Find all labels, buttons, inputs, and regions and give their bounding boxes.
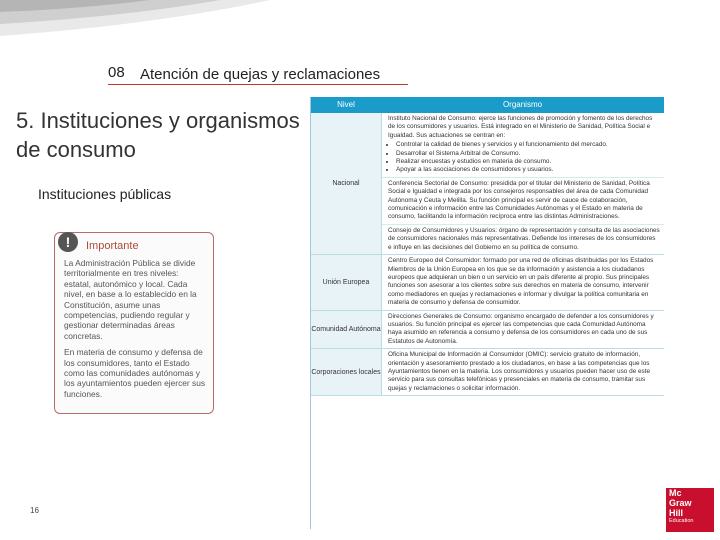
org-text: Conferencia Sectorial de Consumo: presidida por el titular del Ministerio de Sanidad, Política Social e Igualdad e integrada por los consejeros responsables del área de cada Comunidad Autónoma y Ceuta y Melilla. Su función principal es servir de cauce de colaboración, comunicación e información entre las Comunidades Autónomas y el Estado en materia de consumo, facilitando la información recíproca entre las distintas Administraciones. bbox=[388, 179, 650, 221]
logo-line: Graw bbox=[669, 498, 692, 508]
org-cell bbox=[382, 311, 664, 349]
section-title: 5. Instituciones y organismos de consumo bbox=[16, 108, 300, 162]
org-cell bbox=[382, 178, 664, 225]
institutions-table bbox=[310, 97, 664, 529]
org-cell bbox=[382, 225, 664, 254]
exclamation-icon: ! bbox=[58, 232, 78, 252]
important-paragraph: La Administración Pública se divide territorialmente en tres niveles: estatal, autonómico y local. Cada nivel, en base a lo establecido en la Constitución, asume unas competencias, pudiendo regular y gestionar determinadas áreas concretas. bbox=[64, 258, 197, 341]
table-row bbox=[311, 311, 664, 350]
table-header bbox=[311, 97, 664, 113]
page-number: 16 bbox=[30, 506, 39, 515]
chapter-title: Atención de quejas y reclamaciones bbox=[140, 66, 381, 83]
org-cell bbox=[382, 113, 664, 178]
important-paragraph: En materia de consumo y defensa de los consumidores, tanto el Estado como las comunidades autónomas y los ayuntamientos pueden ejercer sus funciones. bbox=[64, 347, 206, 399]
important-body bbox=[64, 258, 206, 405]
level-cell: Nacional bbox=[311, 113, 382, 254]
org-bullet: • Controlar la calidad de bienes y servicios y el funcionamiento del mercado. bbox=[396, 141, 660, 149]
chapter-number: 08 bbox=[108, 64, 125, 81]
chapter-header bbox=[108, 62, 408, 85]
org-text: Consejo de Consumidores y Usuarios: órgano de representación y consulta de las asociaciones de consumidores nacionales más representativas. Defiende los intereses de los consumidores e influye en las decisiones del Gobierno en su política de consumo. bbox=[388, 226, 660, 251]
org-text: Direcciones Generales de Consumo: organismo encargado de defender a los consumidores y usuarios. Su función principal es ejercer las competencias que cada Comunidad Autónoma haya asumido en referencia a consumo y defensa de los consumidores en cada uno de sus Estatutos de Autonomía. bbox=[388, 312, 654, 345]
level-cell: Unión Europea bbox=[311, 255, 382, 309]
subheading: Instituciones públicas bbox=[38, 186, 172, 202]
header-org: Organismo bbox=[502, 100, 543, 109]
org-text: Instituto Nacional de Consumo: ejerce las funciones de promoción y fomento de los derechos de los consumidores y usuarios. Está integrado en el Ministerio de Sanidad, Política Social e Igualdad. Sus actuaciones se centran en: bbox=[388, 115, 653, 139]
logo-line: Hill bbox=[669, 508, 684, 518]
org-text: Centro Europeo del Consumidor: formado por una red de oficinas distribuidas por los Estados Miembros de la Unión Europea en los que se da información y asistencia a los ciudadanos europeos que adquieran un bien o un servicio en un país diferente al propio. Sus principales funciones son asesorar a los clientes sobre sus derechos en materia de consumo, intervenir como mediadores en quejas y reclamaciones e informar y divulgar la política comunitaria en materia de consumo y defensa de consumidor. bbox=[388, 257, 654, 307]
table-row bbox=[311, 349, 664, 396]
level-cell: Comunidad Autónoma bbox=[311, 311, 382, 349]
logo-line: Mc bbox=[669, 488, 682, 498]
org-cell bbox=[382, 349, 664, 395]
org-bullet: • Desarrollar el Sistema Arbitral de Consumo. bbox=[396, 150, 660, 158]
publisher-logo bbox=[666, 488, 714, 532]
table-row bbox=[311, 113, 664, 255]
important-title: Importante bbox=[86, 240, 139, 252]
logo-sub: Education bbox=[669, 518, 694, 524]
org-text: Oficina Municipal de Información al Consumidor (OMIC): servicio gratuito de información, orientación y asesoramiento prestado a los ciudadanos, en base a las competencias que los Ayuntamientos tienen en la materia. Los consumidores y usuarios pueden hacer uso de este servicio para sus consultas telefónicas y presenciales en materia de consumo, tramitar sus quejas y reclamaciones o solicitar información. bbox=[388, 351, 651, 392]
decorative-corner bbox=[0, 0, 270, 40]
header-level: Nivel bbox=[337, 100, 355, 109]
org-bullet: • Apoyar a las asociaciones de consumidores y usuarios. bbox=[396, 166, 660, 174]
org-cell bbox=[382, 255, 664, 309]
org-bullets bbox=[388, 141, 660, 175]
level-cell: Corporaciones locales bbox=[311, 349, 382, 395]
org-bullet: • Realizar encuestas y estudios en materia de consumo. bbox=[396, 158, 660, 166]
table-row bbox=[311, 255, 664, 310]
